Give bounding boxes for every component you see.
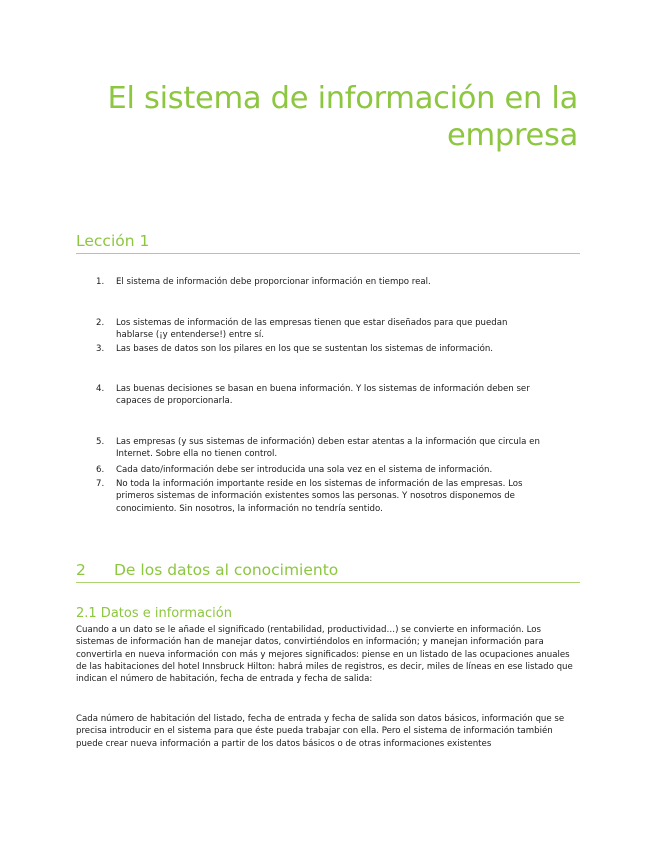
list-item-text: Las empresas (y sus sistemas de información) deben estar atentas a la información que circula en Internet. Sobre ella no tienen control. [116,437,540,460]
section-number: 2 [76,561,86,579]
list-item-number: 1. [96,277,105,287]
list-item-number: 4. [96,384,105,394]
list-item [76,383,546,408]
section-heading [76,561,580,583]
subsection-heading: 2.1 Datos e información [76,606,232,621]
list-item-text: El sistema de información debe proporcionar información en tiempo real. [116,277,431,287]
title-line-2: empresa [447,118,578,153]
list-item-text: Las bases de datos son los pilares en los que se sustentan los sistemas de información. [116,344,494,354]
list-item-text: Cada dato/información debe ser introducida una sola vez en el sistema de información. [116,465,493,475]
list-item-text: Los sistemas de información de las empresas tienen que estar diseñados para que puedan hablarse (¡y entenderse!) entre sí. [116,318,508,341]
list-item [76,343,546,355]
list-item-number: 5. [96,437,105,447]
list-item-number: 2. [96,318,105,328]
list-item [76,464,546,476]
list-item-text: No toda la información importante reside en los sistemas de información de las empresas. Los primeros sistemas de información existentes somos las personas. Y nosotros disponemos de conocimiento. Sin nosotros, la información no tendría sentido. [116,479,523,514]
list-item [76,317,546,342]
list-item-number: 3. [96,344,105,354]
list-item [76,478,546,515]
list-item [76,436,546,461]
list-item-number: 7. [96,479,105,489]
list-item-number: 6. [96,465,105,475]
document-title [58,80,578,154]
lesson-heading: Lección 1 [76,232,580,254]
body-paragraph: Cada número de habitación del listado, fecha de entrada y fecha de salida son datos básicos, información que se precisa introducir en el sistema para que éste pueda trabajar con ella. Pero el sistema de información también puede crear nueva información a partir de los datos básicos o de otras informaciones existentes [76,714,565,749]
list-item [76,276,546,288]
list-item-text: Las buenas decisiones se basan en buena información. Y los sistemas de información deben ser capaces de proporcionarla. [116,384,530,407]
body-paragraph: Cuando a un dato se le añade el significado (rentabilidad, productividad…) se convierte en información. Los sistemas de información han de manejar datos, convirtiéndolos en información; y manejan información para convertirla en nueva información con más y mejores significados: piense en un listado de las ocupaciones anuales de las habitaciones del hotel Innsbruck Hilton: habrá miles de registros, es decir, miles de líneas en ese listado que indican el número de habitación, fecha de entrada y fecha de salida: [76,625,573,685]
title-line-1: El sistema de información en la [107,81,578,116]
section-title: De los datos al conocimiento [114,561,339,579]
